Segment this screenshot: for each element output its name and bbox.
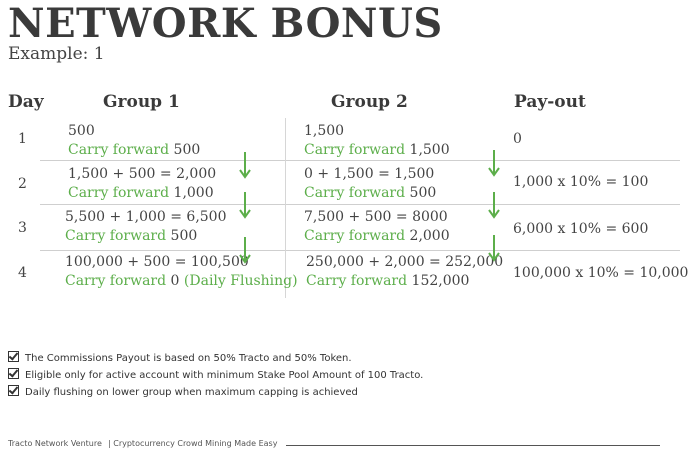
carry-forward-value: 2,000	[409, 228, 450, 244]
row-divider	[40, 160, 680, 161]
carry-forward-label: Carry forward	[304, 185, 406, 201]
carry-forward-label: Carry forward	[68, 142, 170, 158]
carry-forward-label: Carry forward	[65, 273, 167, 289]
group1-calc: 5,500 + 1,000 = 6,500	[65, 209, 227, 225]
note-item	[8, 385, 358, 398]
note-text: Daily flushing on lower group when maximum capping is achieved	[25, 387, 358, 398]
daily-flushing-note: (Daily Flushing)	[183, 273, 298, 289]
arrow-down-icon	[487, 150, 501, 178]
group1-calc: 500	[68, 123, 95, 139]
page-title: NETWORK BONUS	[8, 0, 443, 47]
carry-forward-value: 152,000	[411, 273, 470, 289]
note-text: Eligible only for active account with minimum Stake Pool Amount of 100 Tracto.	[25, 370, 424, 381]
carry-forward-value: 0	[170, 273, 180, 289]
group2-calc: 250,000 + 2,000 = 252,000	[306, 254, 504, 270]
carry-forward-value: 500	[173, 142, 201, 158]
row-divider	[40, 204, 680, 205]
group1-cell	[65, 208, 227, 246]
row-divider	[40, 250, 680, 251]
footer-rule	[286, 445, 660, 446]
page-subtitle: Example: 1	[8, 44, 105, 64]
group1-cell	[68, 122, 200, 160]
day-cell: 4	[18, 265, 27, 281]
note-item	[8, 351, 352, 364]
group2-cell	[306, 253, 503, 291]
carry-forward-label: Carry forward	[306, 273, 408, 289]
group2-calc: 0 + 1,500 = 1,500	[304, 166, 435, 182]
payout-cell: 100,000 x 10% = 10,000	[513, 265, 689, 281]
footer-brand: Tracto Network Venture	[8, 439, 102, 448]
checkbox-icon	[8, 385, 19, 396]
payout-cell: 1,000 x 10% = 100	[513, 174, 649, 190]
group2-calc: 7,500 + 500 = 8000	[304, 209, 448, 225]
group1-calc: 100,000 + 500 = 100,500	[65, 254, 249, 270]
header-group1: Group 1	[103, 92, 180, 112]
day-cell: 3	[18, 220, 27, 236]
group2-calc: 1,500	[304, 123, 345, 139]
carry-forward-value: 500	[170, 228, 198, 244]
footer-tagline: | Cryptocurrency Crowd Mining Made Easy	[108, 439, 278, 448]
arrow-down-icon	[487, 235, 501, 263]
carry-forward-value: 500	[409, 185, 437, 201]
group2-cell	[304, 122, 450, 160]
carry-forward-value: 1,000	[173, 185, 214, 201]
arrow-down-icon	[238, 152, 252, 180]
header-day: Day	[8, 92, 44, 112]
carry-forward-label: Carry forward	[68, 185, 170, 201]
day-cell: 1	[18, 131, 27, 147]
note-text: The Commissions Payout is based on 50% Tracto and 50% Token.	[25, 353, 352, 364]
payout-cell: 6,000 x 10% = 600	[513, 221, 649, 237]
arrow-down-icon	[238, 237, 252, 265]
group2-cell	[304, 165, 436, 203]
checkbox-icon	[8, 351, 19, 362]
carry-forward-value: 1,500	[409, 142, 450, 158]
header-payout: Pay-out	[514, 92, 586, 112]
group1-cell	[68, 165, 216, 203]
arrow-down-icon	[238, 192, 252, 220]
group1-cell	[65, 253, 298, 291]
group1-calc: 1,500 + 500 = 2,000	[68, 166, 217, 182]
payout-cell: 0	[513, 131, 522, 147]
header-group2: Group 2	[331, 92, 408, 112]
day-cell: 2	[18, 176, 27, 192]
checkbox-icon	[8, 368, 19, 379]
note-item	[8, 368, 423, 381]
carry-forward-label: Carry forward	[304, 228, 406, 244]
carry-forward-label: Carry forward	[304, 142, 406, 158]
group2-cell	[304, 208, 450, 246]
carry-forward-label: Carry forward	[65, 228, 167, 244]
arrow-down-icon	[487, 192, 501, 220]
